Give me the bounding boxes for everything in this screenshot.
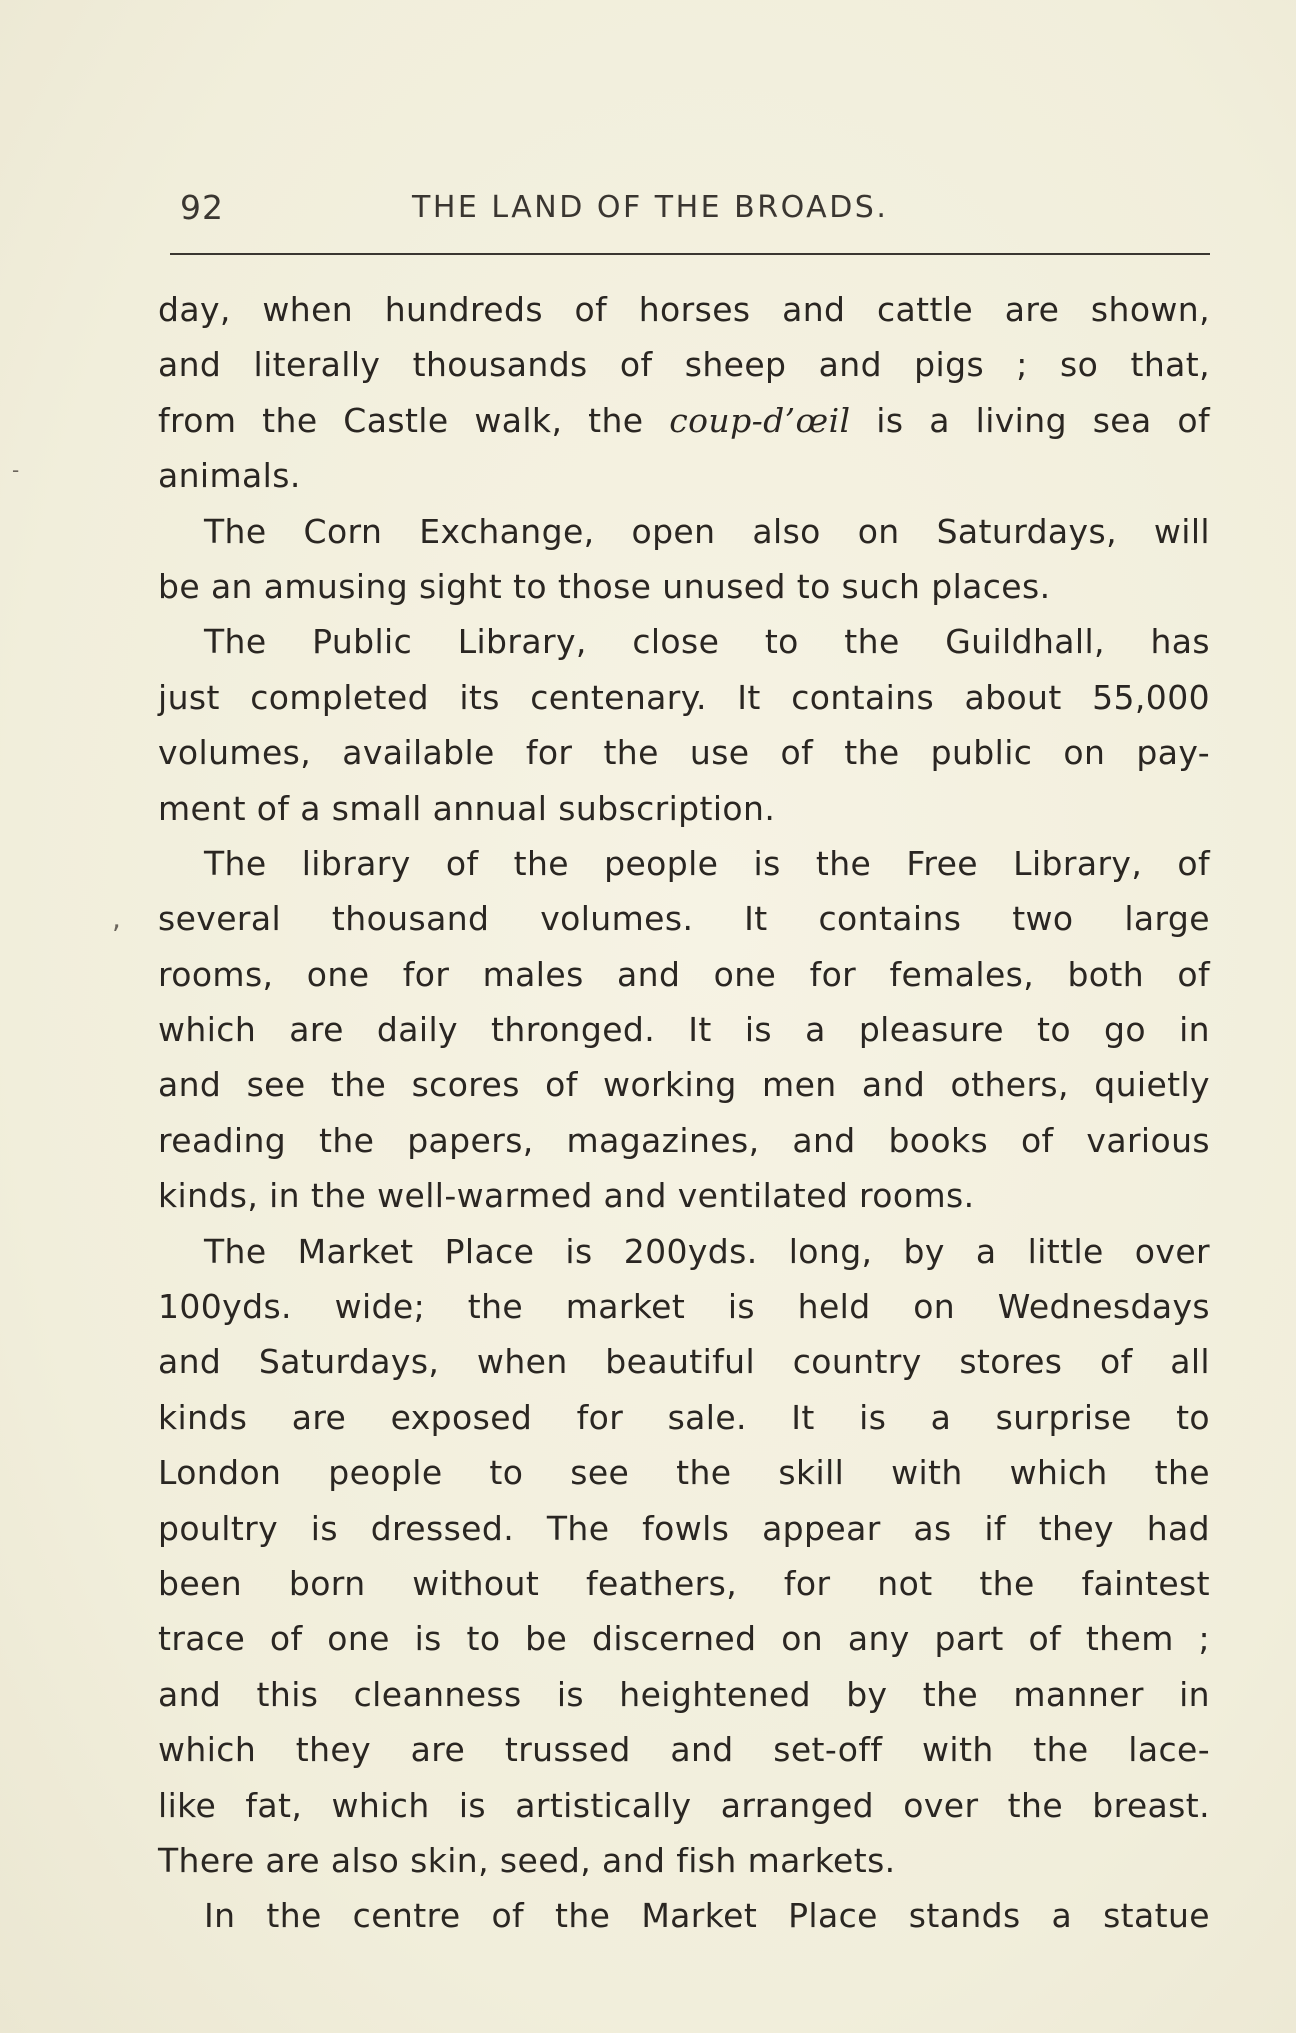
- text-line: The Market Place is 200yds. long, by a little over: [204, 1231, 1210, 1271]
- text-line: The library of the people is the Free Library, of: [204, 843, 1210, 883]
- text-line: several thousand volumes. It contains two large: [158, 899, 1210, 939]
- text-line: kinds, in the well-warmed and ventilated rooms.: [158, 1176, 975, 1216]
- page-header: [180, 188, 1210, 238]
- text-line: ment of a small annual subscription.: [158, 788, 776, 828]
- text-line: been born without feathers, for not the faintest: [158, 1563, 1210, 1603]
- text-line: [158, 393, 1210, 448]
- text-line: animals.: [158, 456, 301, 496]
- text-line: In the centre of the Market Place stands a statue: [204, 1896, 1210, 1936]
- margin-mark-left: -: [12, 458, 20, 482]
- text-line: poultry is dressed. The fowls appear as if they had: [158, 1508, 1210, 1548]
- text-line: volumes, available for the use of the public on pay-: [158, 733, 1210, 773]
- text-line: like fat, which is artistically arranged over the breast.: [158, 1785, 1210, 1825]
- text-line: and Saturdays, when beautiful country stores of all: [158, 1342, 1210, 1382]
- text-line: and see the scores of working men and others, quietly: [158, 1065, 1210, 1105]
- text-line: just completed its centenary. It contains about 55,000: [158, 677, 1210, 717]
- text-line: rooms, one for males and one for females, both of: [158, 954, 1210, 994]
- text-line: which they are trussed and set-off with the lace-: [158, 1730, 1210, 1770]
- text-line: and literally thousands of sheep and pigs ; so that,: [158, 345, 1210, 385]
- text-line: 100yds. wide; the market is held on Wednesdays: [158, 1287, 1210, 1327]
- body-text: [158, 282, 1210, 1944]
- text-line-segment: from the Castle walk, the: [158, 400, 670, 440]
- header-rule: [170, 253, 1210, 255]
- text-line: The Public Library, close to the Guildhall, has: [204, 622, 1210, 662]
- margin-mark-dot: ,: [112, 902, 121, 935]
- text-line: which are daily thronged. It is a pleasure to go in: [158, 1010, 1210, 1050]
- running-title: THE LAND OF THE BROADS.: [412, 190, 889, 225]
- text-line: and this cleanness is heightened by the manner in: [158, 1674, 1210, 1714]
- text-line: reading the papers, magazines, and books of various: [158, 1120, 1210, 1160]
- text-line: London people to see the skill with which the: [158, 1453, 1210, 1493]
- text-line: kinds are exposed for sale. It is a surprise to: [158, 1397, 1210, 1437]
- text-line: There are also skin, seed, and fish markets.: [158, 1840, 896, 1880]
- text-line: trace of one is to be discerned on any part of them ;: [158, 1619, 1210, 1659]
- page-number: 92: [180, 188, 224, 227]
- text-line-segment: is a living sea of: [850, 400, 1210, 440]
- text-line: day, when hundreds of horses and cattle are shown,: [158, 290, 1210, 329]
- text-line: The Corn Exchange, open also on Saturdays, will: [204, 511, 1210, 551]
- italic-phrase: coup-d’œil: [669, 400, 851, 440]
- text-line: be an amusing sight to those unused to such places.: [158, 566, 1051, 606]
